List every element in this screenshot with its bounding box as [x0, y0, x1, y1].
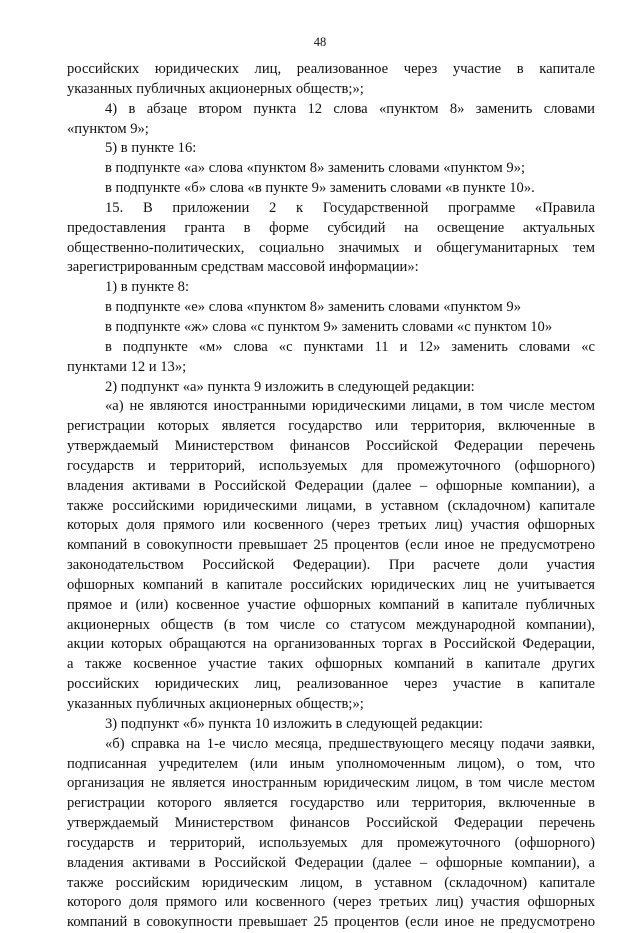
text-line: государств и территорий, используемых для промежуточного (офшорного) — [67, 834, 595, 851]
text-line: офшорных компаний в капитале российских юридических лиц не учитывается — [67, 576, 595, 593]
text-line: в подпункте «а» слова «пунктом 8» заменить словами «пунктом 9»; — [105, 160, 526, 177]
text-line: пунктами 12 и 13»; — [67, 358, 187, 375]
text-line: которых доля прямого или косвенного (через третьих лиц) участия офшорных — [67, 517, 595, 534]
text-line: 15. В приложении 2 к Государственной программе «Правила — [105, 199, 595, 216]
text-line: владения активами в Российской Федерации (далее – офшорные компании), а — [67, 854, 595, 871]
text-line: также российскими юридическими лицами, в уставном (складочном) капитале — [67, 497, 595, 514]
text-line: российских юридических лиц, реализованное через участие в капитале — [67, 676, 595, 693]
text-line: государств и территорий, используемых для промежуточного (офшорного) — [67, 457, 595, 474]
text-line: законодательством Российской Федерации). При расчете доли участия — [67, 557, 595, 574]
text-line: прямое и (или) косвенное участие офшорных компаний в капитале публичных — [67, 596, 595, 613]
text-line: 4) в абзаце втором пункта 12 слова «пунктом 8» заменить словами — [105, 100, 595, 117]
text-line: 2) подпункт «а» пункта 9 изложить в следующей редакции: — [105, 378, 475, 395]
text-line: 5) в пункте 16: — [105, 140, 197, 157]
text-line: указанных публичных акционерных обществ;»; — [67, 80, 364, 97]
text-line: 1) в пункте 8: — [105, 279, 190, 296]
text-line: предоставления гранта в форме субсидий на освещение актуальных — [67, 219, 595, 236]
text-line: акционерных обществ (в том числе со статусом международной компании), — [67, 616, 595, 633]
document-body — [67, 60, 595, 933]
text-line: компаний в совокупности превышает 25 процентов (если иное не предусмотрено — [67, 537, 595, 554]
text-line: «а) не являются иностранными юридическими лицами, в том числе местом — [105, 398, 595, 415]
text-line: в подпункте «ж» слова «с пунктом 9» заменить словами «с пунктом 10» — [105, 318, 553, 335]
text-line: утверждаемый Министерством финансов Российской Федерации перечень — [67, 438, 595, 455]
text-line: общественно-политических, социально значимых и общегуманитарных тем — [67, 239, 595, 256]
text-line: утверждаемый Министерством финансов Российской Федерации перечень — [67, 815, 595, 832]
text-line: организация не является иностранным юридическим лицом, в том числе местом — [67, 775, 595, 792]
text-line: также российским юридическим лицом, в уставном (складочном) капитале — [67, 874, 595, 891]
text-line: «пунктом 9»; — [67, 120, 149, 137]
text-line: 3) подпункт «б» пункта 10 изложить в следующей редакции: — [105, 715, 483, 732]
text-line: российских юридических лиц, реализованное через участие в капитале — [67, 61, 595, 77]
text-line: в подпункте «е» слова «пунктом 8» заменить словами «пунктом 9» — [105, 299, 521, 316]
text-line: в подпункте «м» слова «с пунктами 11 и 12» заменить словами «с — [105, 338, 595, 355]
text-line: владения активами в Российской Федерации (далее – офшорные компании), а — [67, 477, 595, 494]
text-line: в подпункте «б» слова «в пункте 9» заменить словами «в пункте 10». — [105, 180, 535, 197]
text-line: регистрации которого является государство или территория, включенные в — [67, 795, 595, 812]
text-line: акции которых обращаются на организованных торгах в Российской Федерации, — [67, 636, 595, 653]
text-line: зарегистрированным средствам массовой информации»: — [67, 259, 419, 276]
text-line: компаний в совокупности превышает 25 процентов (если иное не предусмотрено — [67, 914, 595, 931]
text-line: подписанная учредителем (или иным уполномоченным лицом), о том, что — [67, 755, 595, 772]
text-line: указанных публичных акционерных обществ;»; — [67, 696, 364, 712]
text-line: «б) справка на 1-е число месяца, предшествующего месяцу подачи заявки, — [105, 735, 595, 752]
text-line: которого доля прямого или косвенного (через третьих лиц) участия офшорных — [67, 894, 595, 911]
page-number: 48 — [313, 35, 327, 49]
text-line: а также косвенное участие таких офшорных компаний в капитале других — [67, 656, 595, 673]
text-line: регистрации которых является государство или территория, включенные в — [67, 418, 595, 435]
